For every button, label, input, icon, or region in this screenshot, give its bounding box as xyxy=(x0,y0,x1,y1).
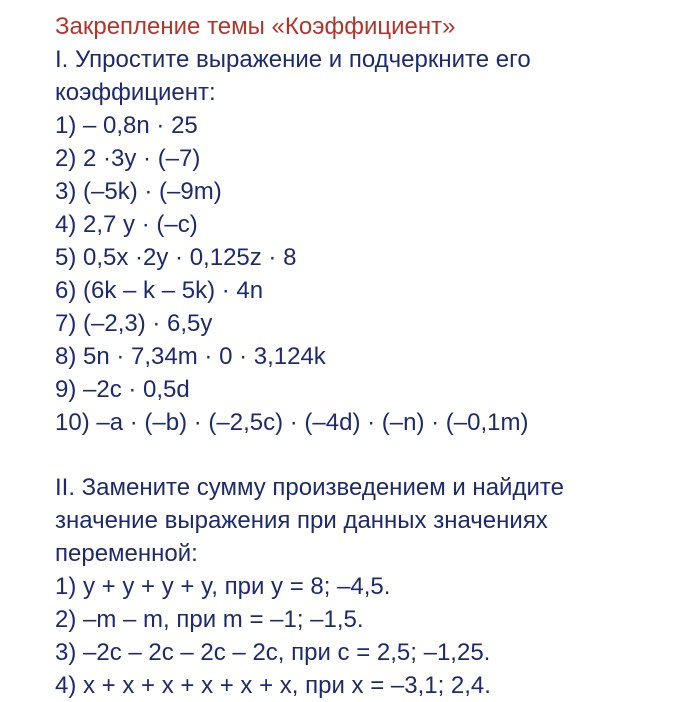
section2-heading-line1: II. Замените сумму произведением и найдите xyxy=(55,474,564,501)
section1-heading-line2: коэффициент: xyxy=(55,79,216,106)
exercise-item: 7) (–2,3) · 6,5y xyxy=(55,310,213,337)
exercise-item: 3) (–5k) · (–9m) xyxy=(55,178,222,205)
section1-heading-line1: I. Упростите выражение и подчеркните его xyxy=(55,46,531,73)
exercise-item: 2) –m – m, при m = –1; –1,5. xyxy=(55,606,364,633)
exercise-item: 6) (6k – k – 5k) · 4n xyxy=(55,277,264,304)
worksheet-title: Закрепление темы «Коэффициент» xyxy=(55,13,456,40)
exercise-item: 5) 0,5x ·2y · 0,125z · 8 xyxy=(55,244,297,271)
section1-list xyxy=(55,109,685,439)
exercise-item: 10) –a · (–b) · (–2,5c) · (–4d) · (–n) · (–0,1m) xyxy=(55,409,529,436)
section-spacer xyxy=(55,439,685,471)
exercise-item: 8) 5n · 7,34m · 0 · 3,124k xyxy=(55,343,326,370)
section2-heading-line3: переменной: xyxy=(55,540,198,567)
exercise-item: 1) y + y + y + y, при y = 8; –4,5. xyxy=(55,573,391,600)
worksheet xyxy=(55,10,685,702)
section2-list xyxy=(55,570,685,702)
exercise-item: 9) –2c · 0,5d xyxy=(55,376,190,403)
exercise-item: 2) 2 ·3y · (–7) xyxy=(55,145,201,172)
exercise-item: 4) x + x + x + x + x + x, при x = –3,1; 2,4. xyxy=(55,672,491,699)
exercise-item: 1) – 0,8n · 25 xyxy=(55,112,198,139)
exercise-item: 4) 2,7 y · (–c) xyxy=(55,211,198,238)
section2-heading-line2: значение выражения при данных значениях xyxy=(55,507,548,534)
exercise-item: 3) –2c – 2c – 2c – 2c, при c = 2,5; –1,25. xyxy=(55,639,491,666)
